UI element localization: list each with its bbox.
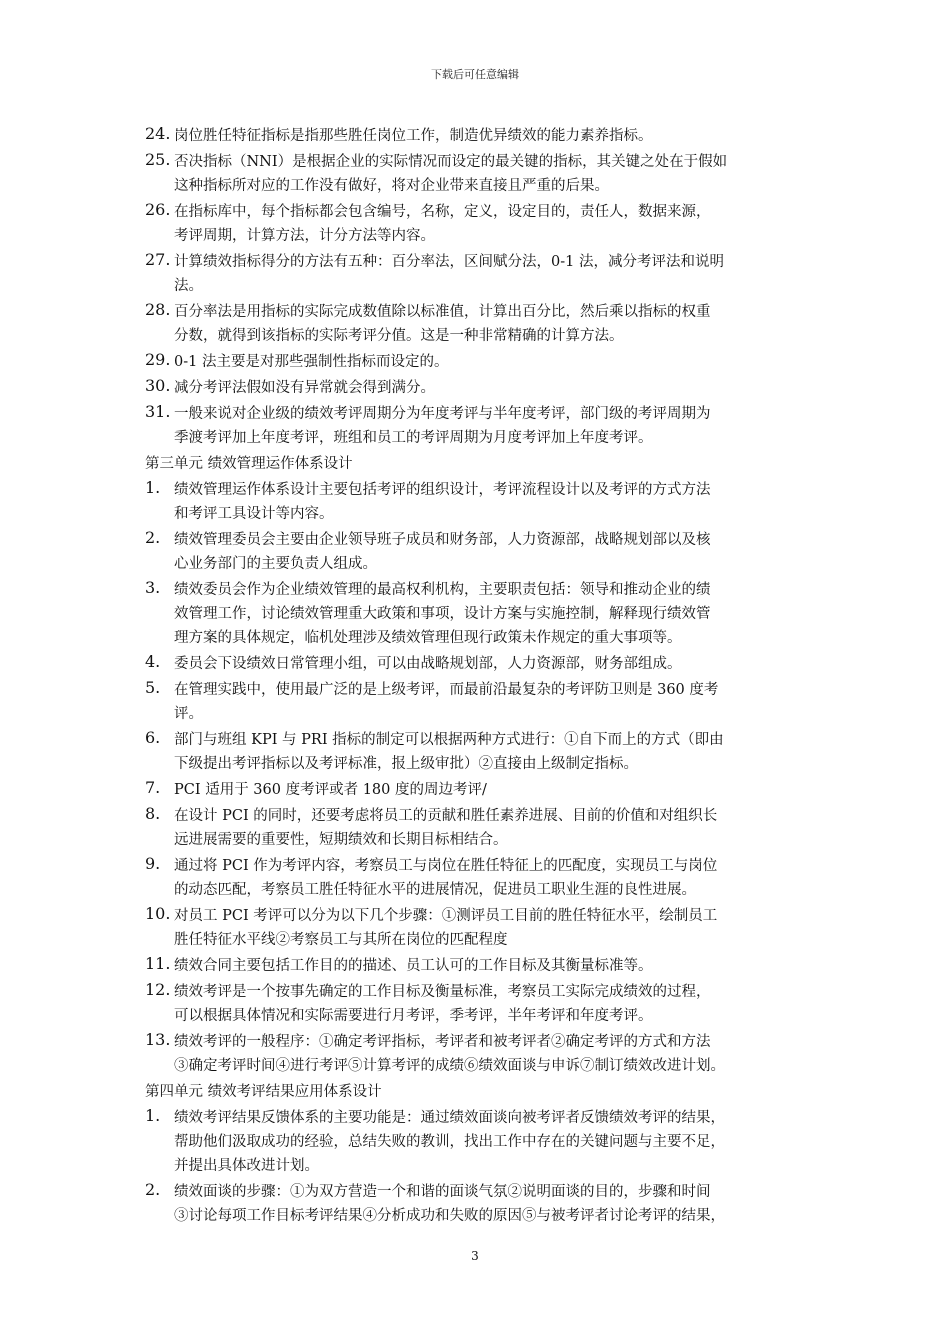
list-item-line: 百分率法是用指标的实际完成数值除以标准值，计算出百分比，然后乘以指标的权重 bbox=[174, 304, 711, 320]
list-item-number: 9. bbox=[145, 854, 161, 873]
list-item-line: 绩效考评结果反馈体系的主要功能是：通过绩效面谈向被考评者反馈绩效考评的结果， bbox=[174, 1110, 725, 1126]
list-item-line: 绩效考评是一个按事先确定的工作目标及衡量标准，考察员工实际完成绩效的过程， bbox=[174, 984, 711, 1000]
list-item-line: 和考评工具设计等内容。 bbox=[174, 506, 334, 522]
list-item-line: 理方案的具体规定，临机处理涉及绩效管理但现行政策未作规定的重大事项等。 bbox=[174, 630, 682, 646]
list-item-number: 26. bbox=[145, 200, 171, 219]
list-item bbox=[145, 150, 810, 198]
list-item-line: 在指标库中，每个指标都会包含编号，名称，定义，设定目的，责任人，数据来源， bbox=[174, 204, 711, 220]
list-item-line: 评。 bbox=[174, 706, 203, 722]
list-item-number: 10. bbox=[145, 904, 171, 923]
document-body bbox=[145, 124, 810, 1230]
section-heading-text: 第三单元 绩效管理运作体系设计 bbox=[145, 456, 353, 472]
list-item bbox=[145, 350, 810, 374]
list-item-line: 的动态匹配，考察员工胜任特征水平的进展情况，促进员工职业生涯的良性进展。 bbox=[174, 882, 696, 898]
list-item bbox=[145, 478, 810, 526]
list-item-number: 1. bbox=[145, 1106, 161, 1125]
list-item bbox=[145, 124, 810, 148]
list-item-line: 帮助他们汲取成功的经验，总结失败的教训，找出工作中存在的关键问题与主要不足， bbox=[174, 1134, 725, 1150]
list-item-number: 2. bbox=[145, 528, 161, 547]
list-item-line: 法。 bbox=[174, 278, 203, 294]
section-heading-text: 第四单元 绩效考评结果应用体系设计 bbox=[145, 1084, 382, 1100]
list-item-line: 在管理实践中，使用最广泛的是上级考评，而最前沿最复杂的考评防卫则是 360 度考 bbox=[174, 682, 719, 698]
section-heading bbox=[145, 452, 810, 476]
list-item-line: 绩效管理委员会主要由企业领导班子成员和财务部，人力资源部，战略规划部以及核 bbox=[174, 532, 711, 548]
list-item-line: 减分考评法假如没有异常就会得到满分。 bbox=[174, 380, 435, 396]
list-item-line: 通过将 PCI 作为考评内容，考察员工与岗位在胜任特征上的匹配度，实现员工与岗位 bbox=[174, 858, 718, 874]
list-item-line: 绩效管理运作体系设计主要包括考评的组织设计，考评流程设计以及考评的方式方法 bbox=[174, 482, 711, 498]
list-item-line: 绩效面谈的步骤：①为双方营造一个和谐的面谈气氛②说明面谈的目的，步骤和时间 bbox=[174, 1184, 711, 1200]
list-item bbox=[145, 376, 810, 400]
list-item bbox=[145, 1180, 810, 1228]
list-item-line: ③讨论每项工作目标考评结果④分析成功和失败的原因⑤与被考评者讨论考评的结果， bbox=[174, 1208, 725, 1224]
list-item-number: 11. bbox=[145, 954, 171, 973]
list-item-number: 1. bbox=[145, 478, 161, 497]
list-item-line: 并提出具体改进计划。 bbox=[174, 1158, 319, 1174]
list-item-number: 29. bbox=[145, 350, 171, 369]
list-item-line: 一般来说对企业级的绩效考评周期分为年度考评与半年度考评，部门级的考评周期为 bbox=[174, 406, 711, 422]
list-item-line: 心业务部门的主要负责人组成。 bbox=[174, 556, 377, 572]
list-item-line: 考评周期，计算方法，计分方法等内容。 bbox=[174, 228, 435, 244]
list-item-line: 对员工 PCI 考评可以分为以下几个步骤：①测评员工目前的胜任特征水平，绘制员工 bbox=[174, 908, 718, 924]
list-item-line: 季渡考评加上年度考评，班组和员工的考评周期为月度考评加上年度考评。 bbox=[174, 430, 653, 446]
list-item-number: 6. bbox=[145, 728, 161, 747]
list-item-number: 12. bbox=[145, 980, 171, 999]
list-item-line: 这种指标所对应的工作没有做好，将对企业带来直接且严重的后果。 bbox=[174, 178, 609, 194]
list-item-line: 绩效考评的一般程序：①确定考评指标，考评者和被考评者②确定考评的方式和方法 bbox=[174, 1034, 711, 1050]
list-item bbox=[145, 250, 810, 298]
list-item-line: 下级提出考评指标以及考评标准，报上级审批）②直接由上级制定指标。 bbox=[174, 756, 638, 772]
list-item-line: 岗位胜任特征指标是指那些胜任岗位工作，制造优异绩效的能力素养指标。 bbox=[174, 128, 653, 144]
list-item-number: 7. bbox=[145, 778, 161, 797]
list-item bbox=[145, 1030, 810, 1078]
page-header: 下载后可任意编辑 bbox=[431, 68, 519, 81]
list-item-number: 2. bbox=[145, 1180, 161, 1199]
list-item-line: 可以根据具体情况和实际需要进行月考评，季考评，半年考评和年度考评。 bbox=[174, 1008, 653, 1024]
list-item bbox=[145, 578, 810, 650]
list-item-line: 计算绩效指标得分的方法有五种：百分率法，区间赋分法，0-1 法，减分考评法和说明 bbox=[174, 254, 724, 270]
list-item bbox=[145, 854, 810, 902]
list-item bbox=[145, 954, 810, 978]
list-item-line: 效管理工作，讨论绩效管理重大政策和事项，设计方案与实施控制，解释现行绩效管 bbox=[174, 606, 711, 622]
list-item-line: 在设计 PCI 的同时，还要考虑将员工的贡献和胜任素养进展、目前的价值和对组织长 bbox=[174, 808, 718, 824]
list-item-line: 0-1 法主要是对那些强制性指标而设定的。 bbox=[174, 354, 449, 370]
list-item bbox=[145, 778, 810, 802]
list-item bbox=[145, 980, 810, 1028]
list-item bbox=[145, 1106, 810, 1178]
list-item bbox=[145, 200, 810, 248]
list-item-line: 绩效委员会作为企业绩效管理的最高权利机构，主要职责包括：领导和推动企业的绩 bbox=[174, 582, 711, 598]
list-item-number: 25. bbox=[145, 150, 171, 169]
list-item bbox=[145, 528, 810, 576]
list-item bbox=[145, 728, 810, 776]
list-item-line: 否决指标（NNI）是根据企业的实际情况而设定的最关键的指标，其关键之处在于假如 bbox=[174, 154, 728, 170]
list-item-line: 委员会下设绩效日常管理小组，可以由战略规划部，人力资源部，财务部组成。 bbox=[174, 656, 682, 672]
list-item-number: 27. bbox=[145, 250, 171, 269]
list-item bbox=[145, 300, 810, 348]
list-item-number: 24. bbox=[145, 124, 171, 143]
list-item bbox=[145, 804, 810, 852]
list-item-line: 部门与班组 KPI 与 PRI 指标的制定可以根据两种方式进行：①自下而上的方式（即由 bbox=[174, 732, 724, 748]
list-item-number: 5. bbox=[145, 678, 161, 697]
list-item-number: 13. bbox=[145, 1030, 171, 1049]
list-item bbox=[145, 678, 810, 726]
list-item-number: 28. bbox=[145, 300, 171, 319]
list-item-line: 胜任特征水平线②考察员工与其所在岗位的匹配程度 bbox=[174, 932, 508, 948]
list-item-line: 绩效合同主要包括工作目的的描述、员工认可的工作目标及其衡量标准等。 bbox=[174, 958, 653, 974]
list-item-number: 8. bbox=[145, 804, 161, 823]
list-item-line: ③确定考评时间④进行考评⑤计算考评的成绩⑥绩效面谈与申诉⑦制订绩效改进计划。 bbox=[174, 1058, 725, 1074]
list-item-number: 30. bbox=[145, 376, 171, 395]
list-item-line: 远进展需要的重要性，短期绩效和长期目标相结合。 bbox=[174, 832, 508, 848]
list-item bbox=[145, 652, 810, 676]
list-item bbox=[145, 904, 810, 952]
list-item-number: 4. bbox=[145, 652, 161, 671]
list-item bbox=[145, 402, 810, 450]
section-heading bbox=[145, 1080, 810, 1104]
list-item-number: 3. bbox=[145, 578, 161, 597]
list-item-line: PCI 适用于 360 度考评或者 180 度的周边考评/ bbox=[174, 782, 487, 798]
list-item-number: 31. bbox=[145, 402, 171, 421]
page-number: 3 bbox=[471, 1249, 479, 1263]
list-item-line: 分数，就得到该指标的实际考评分值。这是一种非常精确的计算方法。 bbox=[174, 328, 624, 344]
